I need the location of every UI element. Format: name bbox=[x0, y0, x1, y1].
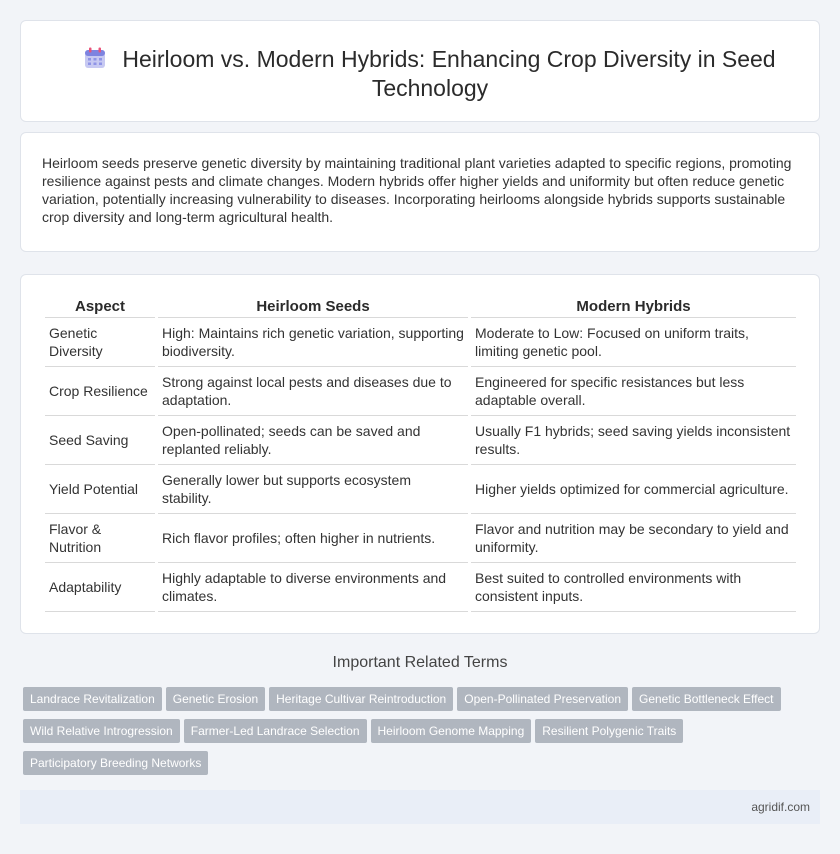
hybrid-cell: Best suited to controlled environments with consistent inputs. bbox=[471, 563, 796, 612]
related-terms-title: Important Related Terms bbox=[332, 654, 508, 671]
calendar-icon bbox=[84, 47, 106, 69]
header-aspect: Aspect bbox=[45, 296, 155, 318]
comparison-card bbox=[20, 274, 820, 634]
term-tag[interactable]: Genetic Bottleneck Effect bbox=[632, 687, 781, 711]
table-row bbox=[45, 318, 796, 367]
term-tag[interactable]: Farmer-Led Landrace Selection bbox=[184, 719, 367, 743]
term-tag[interactable]: Resilient Polygenic Traits bbox=[535, 719, 683, 743]
heirloom-cell: High: Maintains rich genetic variation, supporting biodiversity. bbox=[158, 318, 468, 367]
term-tag[interactable]: Landrace Revitalization bbox=[23, 687, 162, 711]
table-row bbox=[45, 563, 796, 612]
page-title-text: Heirloom vs. Modern Hybrids: Enhancing Crop Diversity in Seed Technology bbox=[122, 46, 776, 101]
heirloom-cell: Generally lower but supports ecosystem stability. bbox=[158, 465, 468, 514]
table-row bbox=[45, 367, 796, 416]
footer bbox=[20, 790, 820, 824]
hybrid-cell: Flavor and nutrition may be secondary to yield and uniformity. bbox=[471, 514, 796, 563]
header-heirloom: Heirloom Seeds bbox=[158, 296, 468, 318]
heirloom-cell: Open-pollinated; seeds can be saved and replanted reliably. bbox=[158, 416, 468, 465]
hybrid-cell: Usually F1 hybrids; seed saving yields inconsistent results. bbox=[471, 416, 796, 465]
footer-site-link[interactable]: agridif.com bbox=[751, 800, 810, 814]
aspect-cell: Yield Potential bbox=[45, 465, 155, 514]
aspect-cell: Seed Saving bbox=[45, 416, 155, 465]
term-tag[interactable]: Genetic Erosion bbox=[166, 687, 265, 711]
aspect-cell: Flavor & Nutrition bbox=[45, 514, 155, 563]
term-tag[interactable]: Participatory Breeding Networks bbox=[23, 751, 208, 775]
aspect-cell: Adaptability bbox=[45, 563, 155, 612]
table-row bbox=[45, 416, 796, 465]
header-hybrids: Modern Hybrids bbox=[471, 296, 796, 318]
term-tag[interactable]: Wild Relative Introgression bbox=[23, 719, 180, 743]
comparison-table bbox=[42, 296, 799, 612]
page-title bbox=[61, 45, 799, 103]
heirloom-cell: Highly adaptable to diverse environments and climates. bbox=[158, 563, 468, 612]
heirloom-cell: Strong against local pests and diseases due to adaptation. bbox=[158, 367, 468, 416]
hybrid-cell: Engineered for specific resistances but less adaptable overall. bbox=[471, 367, 796, 416]
intro-paragraph: Heirloom seeds preserve genetic diversity by maintaining traditional plant varieties adapted to specific regions, promoting resilience against pests and climate changes. Modern hybrids offer higher yields and uniformity but often reduce genetic variation, potentially increasing vulnerability to diseases. Incorporating heirlooms alongside hybrids supports sustainable crop diversity and long-term agricultural health. bbox=[42, 155, 792, 225]
aspect-cell: Genetic Diversity bbox=[45, 318, 155, 367]
intro-card bbox=[20, 132, 820, 252]
aspect-cell: Crop Resilience bbox=[45, 367, 155, 416]
heirloom-cell: Rich flavor profiles; often higher in nutrients. bbox=[158, 514, 468, 563]
term-tag[interactable]: Open-Pollinated Preservation bbox=[457, 687, 628, 711]
table-row bbox=[45, 465, 796, 514]
table-row bbox=[45, 514, 796, 563]
term-tag[interactable]: Heirloom Genome Mapping bbox=[371, 719, 532, 743]
hybrid-cell: Higher yields optimized for commercial agriculture. bbox=[471, 465, 796, 514]
title-card bbox=[20, 20, 820, 122]
hybrid-cell: Moderate to Low: Focused on uniform traits, limiting genetic pool. bbox=[471, 318, 796, 367]
table-header-row bbox=[45, 296, 796, 318]
term-tag[interactable]: Heritage Cultivar Reintroduction bbox=[269, 687, 453, 711]
related-terms-list bbox=[23, 687, 813, 783]
